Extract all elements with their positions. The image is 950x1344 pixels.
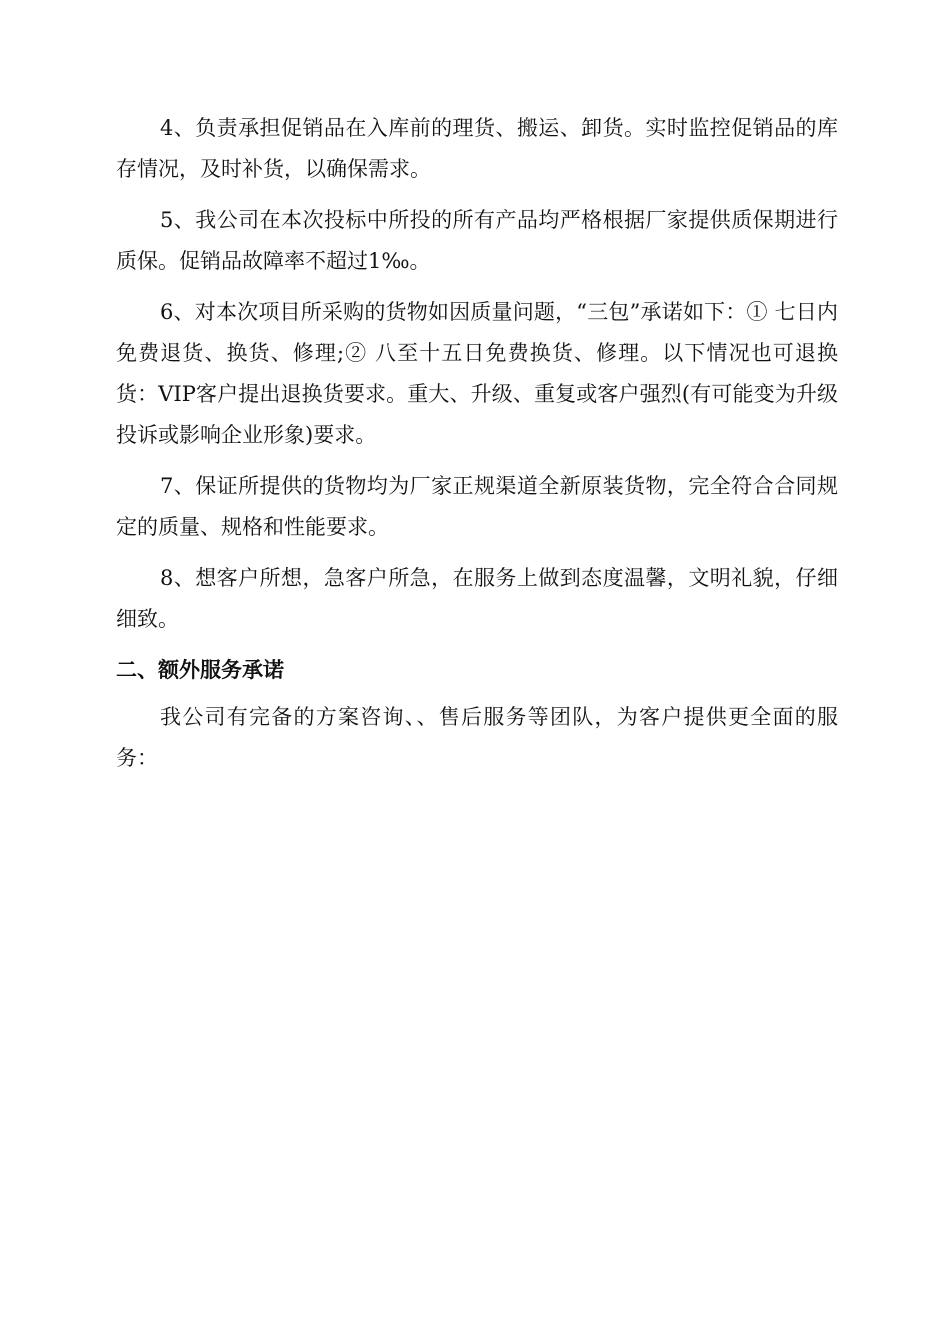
paragraph-item-6: 6、对本次项目所采购的货物如因质量问题，“三包”承诺如下：① 七日内免费退货、换货、修理;② 八至十五日免费换货、修理。以下情况也可退换货：VIP客户提出退换货要求。重大、升级、重复或客户强烈(有可能变为升级投诉或影响企业形象)要求。 (116, 300, 838, 447)
paragraph-item-4: 4、负责承担促销品在入库前的理货、搬运、卸货。实时监控促销品的库存情况，及时补货，以确保需求。 (116, 116, 838, 181)
paragraph-item-5: 5、我公司在本次投标中所投的所有产品均严格根据厂家提供质保期进行质保。促销品故障率不超过1‰。 (116, 208, 838, 273)
paragraph-item-7: 7、保证所提供的货物均为厂家正规渠道全新原装货物，完全符合合同规定的质量、规格和性能要求。 (116, 474, 838, 539)
section-body-paragraph: 我公司有完备的方案咨询、、售后服务等团队，为客户提供更全面的服务： (116, 705, 838, 770)
document-page (116, 108, 838, 779)
section-heading: 二、额外服务承诺 (116, 658, 284, 682)
paragraph-item-8: 8、想客户所想，急客户所急，在服务上做到态度温馨，文明礼貌，仔细细致。 (116, 566, 838, 631)
